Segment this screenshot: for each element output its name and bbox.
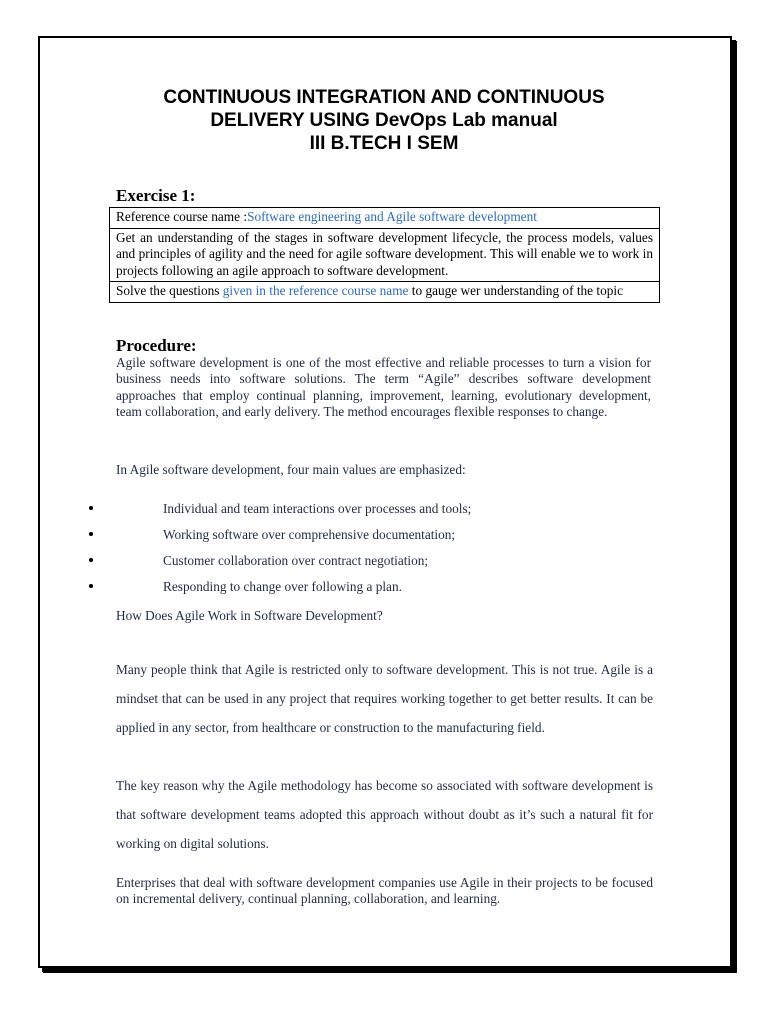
values-intro: In Agile software development, four main values are emphasized: xyxy=(116,462,466,477)
reference-label: Reference course name : xyxy=(116,209,248,224)
misconception-paragraph: Many people think that Agile is restricted only to software development. This is not true. Agile is a mindset that can be used in any project that requires working together to get better results. It can be applied in any sector, from healthcare or construction to the manufacturing field. xyxy=(116,662,653,735)
solve-prefix: Solve the questions xyxy=(116,283,223,298)
bullet-icon xyxy=(89,558,93,562)
list-item-text: Working software over comprehensive documentation; xyxy=(163,527,456,542)
table-cell-reference xyxy=(110,208,660,229)
bullet-icon xyxy=(89,506,93,510)
procedure-intro: Agile software development is one of the most effective and reliable processes to turn a vision for business needs into software solutions. The term “Agile” describes software development approaches that employ continual planning, improvement, learning, evolutionary development, team collaboration, and early delivery. The method encourages flexible responses to change. xyxy=(116,355,651,420)
solve-suffix: to gauge wer understanding of the topic xyxy=(408,283,623,298)
procedure-heading: Procedure: xyxy=(116,336,197,355)
table-row xyxy=(110,228,660,282)
reference-course-link-2[interactable]: given in the reference course name xyxy=(222,283,409,298)
exercise-table xyxy=(109,207,660,303)
reason-paragraph: The key reason why the Agile methodology has become so associated with software development is that software development teams adopted this approach without doubt as it’s such a natural fit for working on digital solutions. xyxy=(116,778,653,851)
list-item-text: Responding to change over following a plan. xyxy=(163,579,402,594)
list-item-text: Customer collaboration over contract negotiation; xyxy=(163,553,429,568)
enterprises-paragraph: Enterprises that deal with software development companies use Agile in their projects to be focused on incremental delivery, continual planning, collaboration, and learning. xyxy=(116,875,653,907)
table-row xyxy=(110,208,660,229)
bullet-icon xyxy=(89,532,93,536)
table-cell-solve xyxy=(110,282,660,303)
table-row xyxy=(110,282,660,303)
title-line-1: CONTINUOUS INTEGRATION AND CONTINUOUS xyxy=(163,87,605,108)
table-cell-objective: Get an understanding of the stages in software development lifecycle, the process models, values and principles of agility and the need for agile software development. This will enable we to work in projects following an agile approach to software development. xyxy=(110,228,660,282)
reference-course-link[interactable]: Software engineering and Agile software development xyxy=(247,209,537,224)
title-line-3: III B.TECH I SEM xyxy=(309,133,459,154)
document-title xyxy=(0,86,768,155)
section-question: How Does Agile Work in Software Development? xyxy=(116,608,383,623)
title-line-2: DELIVERY USING DevOps Lab manual xyxy=(210,110,558,131)
exercise-heading: Exercise 1: xyxy=(116,186,196,205)
bullet-icon xyxy=(89,584,93,588)
list-item-text: Individual and team interactions over processes and tools; xyxy=(163,501,472,516)
